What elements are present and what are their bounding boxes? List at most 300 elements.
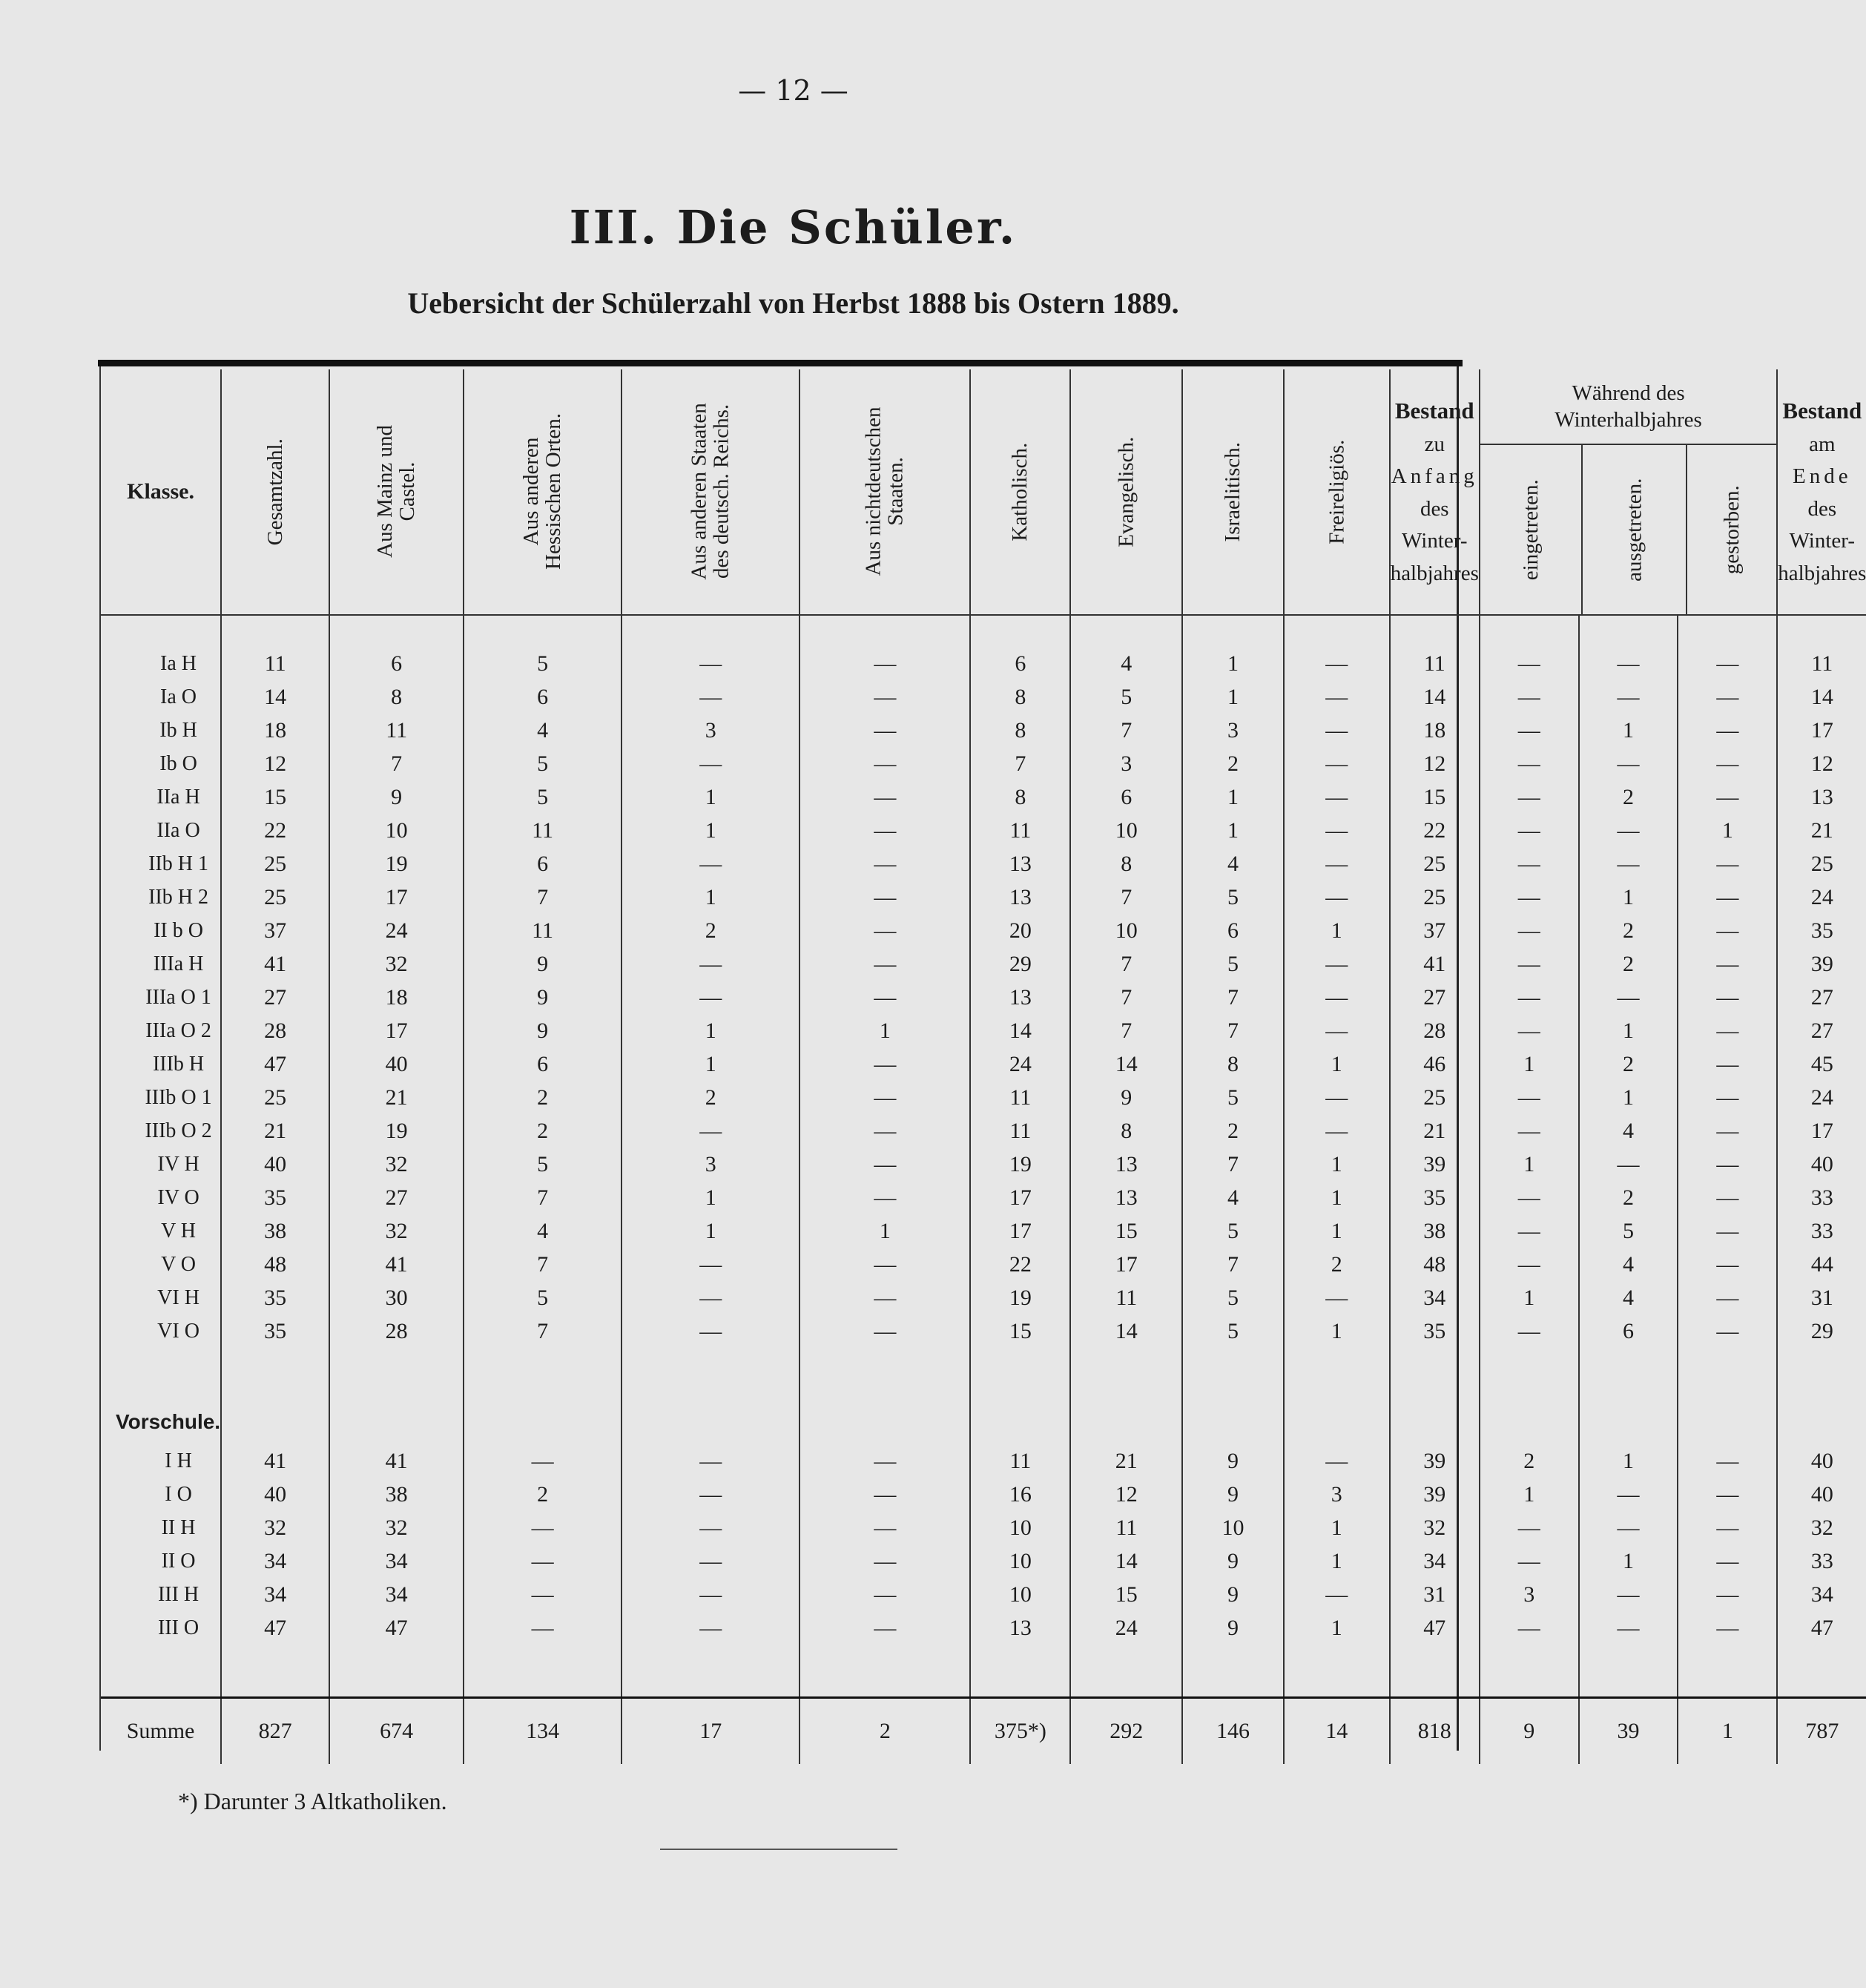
cell-katholisch: 14	[970, 1014, 1070, 1047]
cell-bestand-anfang: 25	[1390, 1081, 1480, 1114]
cell-eingetreten: —	[1480, 1114, 1579, 1148]
cell-freireligioes: —	[1284, 1444, 1390, 1478]
end-rule	[660, 1849, 897, 1850]
header-ausgetreten: ausgetreten.	[1581, 445, 1686, 614]
cell-katholisch: 16	[970, 1478, 1070, 1511]
cell-bestand-ende: 24	[1777, 881, 1866, 914]
cell-gesamtzahl: 28	[221, 1014, 329, 1047]
cell-staaten: 1	[622, 1047, 800, 1081]
cell-evangelisch: 12	[1070, 1478, 1182, 1511]
cell-gesamtzahl: 21	[221, 1114, 329, 1148]
cell-bestand-anfang: 21	[1390, 1114, 1480, 1148]
cell-bestand-ende: 47	[1777, 1611, 1866, 1645]
cell-israelitisch: 10	[1182, 1511, 1283, 1544]
cell-gesamtzahl: 48	[221, 1248, 329, 1281]
cell-staaten: —	[622, 1444, 800, 1478]
table-row-vorschule	[101, 1578, 1866, 1611]
cell-katholisch: 13	[970, 981, 1070, 1014]
cell-klasse: II b O	[154, 918, 203, 942]
cell-klasse: IIb H 1	[148, 852, 208, 875]
header-mainz: Aus Mainz und Castel.	[329, 369, 464, 615]
cell-freireligioes: 2	[1284, 1248, 1390, 1281]
cell-hessen: 2	[464, 1478, 622, 1511]
cell-bestand-ende: 14	[1777, 680, 1866, 714]
table-row	[101, 1081, 1866, 1114]
cell-gesamtzahl: 27	[221, 981, 329, 1014]
cell-israelitisch: 9	[1182, 1544, 1283, 1578]
cell-mainz: 6	[329, 647, 464, 680]
cell-nichtdeutsch: —	[800, 1478, 970, 1511]
cell-hessen: 4	[464, 1214, 622, 1248]
cell-nichtdeutsch: —	[800, 1578, 970, 1611]
cell-mainz: 7	[329, 747, 464, 780]
cell-eingetreten: 1	[1480, 1478, 1579, 1511]
cell-nichtdeutsch: —	[800, 1148, 970, 1181]
cell-bestand-ende: 17	[1777, 714, 1866, 747]
cell-bestand-ende: 11	[1777, 647, 1866, 680]
cell-gestorben: —	[1678, 1478, 1777, 1511]
cell-mainz: 32	[329, 1511, 464, 1544]
cell-gesamtzahl: 40	[221, 1148, 329, 1181]
cell-bestand-ende: 32	[1777, 1511, 1866, 1544]
cell-klasse: IIIa H	[153, 952, 204, 975]
summe-evangelisch: 292	[1070, 1698, 1182, 1765]
cell-israelitisch: 7	[1182, 981, 1283, 1014]
vorschule-heading-row	[101, 1400, 1866, 1444]
cell-israelitisch: 2	[1182, 747, 1283, 780]
header-eingetreten: eingetreten.	[1518, 478, 1543, 581]
cell-mainz: 17	[329, 881, 464, 914]
cell-nichtdeutsch: —	[800, 947, 970, 981]
cell-mainz: 18	[329, 981, 464, 1014]
cell-gestorben: —	[1678, 1611, 1777, 1645]
cell-gesamtzahl: 35	[221, 1314, 329, 1348]
cell-freireligioes: 1	[1284, 1214, 1390, 1248]
cell-ausgetreten: —	[1579, 981, 1678, 1014]
cell-staaten: —	[622, 1114, 800, 1148]
header-bestand-ende: Bestand am Ende des Winter- halbjahres	[1777, 369, 1866, 615]
cell-eingetreten: —	[1480, 714, 1579, 747]
cell-freireligioes: —	[1284, 747, 1390, 780]
summe-nichtdeutsch: 2	[800, 1698, 970, 1765]
cell-hessen: —	[464, 1544, 622, 1578]
cell-evangelisch: 15	[1070, 1578, 1182, 1611]
cell-evangelisch: 14	[1070, 1047, 1182, 1081]
cell-eingetreten: 2	[1480, 1444, 1579, 1478]
cell-katholisch: 24	[970, 1047, 1070, 1081]
cell-bestand-ende: 33	[1777, 1181, 1866, 1214]
cell-ausgetreten: —	[1579, 747, 1678, 780]
summe-gestorben: 1	[1678, 1698, 1777, 1765]
cell-nichtdeutsch: —	[800, 1181, 970, 1214]
cell-evangelisch: 7	[1070, 947, 1182, 981]
cell-ausgetreten: 1	[1579, 714, 1678, 747]
cell-ausgetreten: —	[1579, 847, 1678, 881]
cell-nichtdeutsch: —	[800, 881, 970, 914]
cell-bestand-anfang: 34	[1390, 1281, 1480, 1314]
cell-nichtdeutsch: —	[800, 714, 970, 747]
cell-mainz: 47	[329, 1611, 464, 1645]
cell-evangelisch: 14	[1070, 1544, 1182, 1578]
cell-gestorben: 1	[1678, 814, 1777, 847]
cell-hessen: —	[464, 1511, 622, 1544]
cell-hessen: 7	[464, 1181, 622, 1214]
cell-nichtdeutsch: 1	[800, 1014, 970, 1047]
table-header-row	[101, 369, 1866, 615]
cell-katholisch: 11	[970, 1114, 1070, 1148]
cell-freireligioes: —	[1284, 780, 1390, 814]
cell-israelitisch: 9	[1182, 1478, 1283, 1511]
cell-freireligioes: —	[1284, 1114, 1390, 1148]
cell-klasse: Ib O	[159, 751, 197, 775]
cell-evangelisch: 9	[1070, 1081, 1182, 1114]
cell-staaten: —	[622, 1544, 800, 1578]
cell-evangelisch: 7	[1070, 714, 1182, 747]
cell-israelitisch: 7	[1182, 1248, 1283, 1281]
cell-staaten: —	[622, 1578, 800, 1611]
cell-eingetreten: —	[1480, 647, 1579, 680]
cell-nichtdeutsch: —	[800, 1314, 970, 1348]
cell-bestand-anfang: 28	[1390, 1014, 1480, 1047]
cell-ausgetreten: 2	[1579, 1181, 1678, 1214]
cell-staaten: 2	[622, 1081, 800, 1114]
cell-klasse: VI O	[157, 1319, 200, 1343]
cell-gestorben: —	[1678, 881, 1777, 914]
cell-gesamtzahl: 34	[221, 1544, 329, 1578]
pupil-statistics-table	[101, 369, 1866, 1764]
cell-israelitisch: 1	[1182, 780, 1283, 814]
table-top-rule	[98, 360, 1463, 366]
table-row-vorschule	[101, 1444, 1866, 1478]
cell-israelitisch: 5	[1182, 1314, 1283, 1348]
cell-mainz: 28	[329, 1314, 464, 1348]
cell-bestand-anfang: 25	[1390, 847, 1480, 881]
cell-gestorben: —	[1678, 780, 1777, 814]
cell-mainz: 11	[329, 714, 464, 747]
cell-hessen: —	[464, 1444, 622, 1478]
cell-klasse: IIIa O 1	[145, 985, 211, 1009]
summe-mainz: 674	[329, 1698, 464, 1765]
cell-staaten: —	[622, 981, 800, 1014]
cell-evangelisch: 17	[1070, 1248, 1182, 1281]
cell-bestand-ende: 17	[1777, 1114, 1866, 1148]
table-subtitle: Uebersicht der Schülerzahl von Herbst 1888 bis Ostern 1889.	[407, 286, 1179, 320]
cell-ausgetreten: 1	[1579, 1081, 1678, 1114]
table-row	[101, 680, 1866, 714]
cell-bestand-ende: 33	[1777, 1544, 1866, 1578]
cell-bestand-anfang: 38	[1390, 1214, 1480, 1248]
cell-bestand-anfang: 18	[1390, 714, 1480, 747]
cell-hessen: 11	[464, 914, 622, 947]
cell-nichtdeutsch: —	[800, 647, 970, 680]
cell-klasse: I H	[165, 1449, 192, 1472]
cell-hessen: 6	[464, 847, 622, 881]
cell-eingetreten: —	[1480, 680, 1579, 714]
cell-mainz: 17	[329, 1014, 464, 1047]
cell-katholisch: 8	[970, 780, 1070, 814]
cell-eingetreten: —	[1480, 1181, 1579, 1214]
cell-freireligioes: —	[1284, 1081, 1390, 1114]
cell-hessen: 5	[464, 1281, 622, 1314]
cell-israelitisch: 9	[1182, 1578, 1283, 1611]
cell-staaten: —	[622, 680, 800, 714]
cell-evangelisch: 8	[1070, 847, 1182, 881]
table-row	[101, 747, 1866, 780]
footnote: *) Darunter 3 Altkatholiken.	[178, 1788, 447, 1814]
cell-gesamtzahl: 40	[221, 1478, 329, 1511]
header-bestand-anfang: Bestand zu Anfang des Winter- halbjahres	[1390, 369, 1480, 615]
cell-nichtdeutsch: —	[800, 981, 970, 1014]
cell-bestand-ende: 34	[1777, 1578, 1866, 1611]
section-title: III. Die Schüler.	[569, 200, 1018, 254]
cell-evangelisch: 10	[1070, 814, 1182, 847]
cell-klasse: IIIa O 2	[145, 1018, 211, 1042]
cell-bestand-anfang: 37	[1390, 914, 1480, 947]
table-row	[101, 981, 1866, 1014]
cell-eingetreten: —	[1480, 1081, 1579, 1114]
cell-bestand-ende: 35	[1777, 914, 1866, 947]
cell-eingetreten: —	[1480, 1544, 1579, 1578]
header-klasse: Klasse.	[101, 369, 221, 615]
cell-mainz: 24	[329, 914, 464, 947]
cell-gestorben: —	[1678, 1444, 1777, 1478]
cell-gestorben: —	[1678, 1281, 1777, 1314]
cell-ausgetreten: —	[1579, 814, 1678, 847]
cell-bestand-ende: 39	[1777, 947, 1866, 981]
cell-bestand-ende: 27	[1777, 981, 1866, 1014]
summe-bestand-anfang: 818	[1390, 1698, 1480, 1765]
cell-freireligioes: —	[1284, 1281, 1390, 1314]
cell-eingetreten: —	[1480, 1611, 1579, 1645]
cell-mainz: 19	[329, 1114, 464, 1148]
cell-freireligioes: 1	[1284, 1611, 1390, 1645]
cell-mainz: 21	[329, 1081, 464, 1114]
cell-bestand-anfang: 32	[1390, 1511, 1480, 1544]
summe-gesamtzahl: 827	[221, 1698, 329, 1765]
cell-hessen: 5	[464, 747, 622, 780]
cell-eingetreten: —	[1480, 1511, 1579, 1544]
header-nichtdeutsch: Aus nichtdeutschen Staaten.	[800, 369, 970, 615]
cell-hessen: 2	[464, 1114, 622, 1148]
cell-hessen: 5	[464, 780, 622, 814]
cell-klasse: I O	[165, 1482, 192, 1506]
header-katholisch: Katholisch.	[970, 369, 1070, 615]
cell-ausgetreten: —	[1579, 680, 1678, 714]
cell-katholisch: 11	[970, 1081, 1070, 1114]
cell-eingetreten: 3	[1480, 1578, 1579, 1611]
cell-gestorben: —	[1678, 1114, 1777, 1148]
cell-mainz: 8	[329, 680, 464, 714]
cell-gestorben: —	[1678, 714, 1777, 747]
cell-israelitisch: 2	[1182, 1114, 1283, 1148]
cell-bestand-ende: 31	[1777, 1281, 1866, 1314]
cell-klasse: IIa H	[156, 785, 200, 809]
cell-gestorben: —	[1678, 647, 1777, 680]
cell-gesamtzahl: 11	[221, 647, 329, 680]
cell-nichtdeutsch: —	[800, 747, 970, 780]
table-row	[101, 914, 1866, 947]
cell-evangelisch: 21	[1070, 1444, 1182, 1478]
cell-katholisch: 29	[970, 947, 1070, 981]
cell-nichtdeutsch: —	[800, 1114, 970, 1148]
cell-evangelisch: 24	[1070, 1611, 1182, 1645]
cell-bestand-ende: 29	[1777, 1314, 1866, 1348]
cell-gesamtzahl: 47	[221, 1611, 329, 1645]
cell-staaten: 1	[622, 1014, 800, 1047]
cell-klasse: V O	[161, 1252, 197, 1276]
cell-eingetreten: 1	[1480, 1148, 1579, 1181]
cell-ausgetreten: 1	[1579, 1544, 1678, 1578]
table-row	[101, 714, 1866, 747]
cell-gesamtzahl: 41	[221, 1444, 329, 1478]
cell-freireligioes: 1	[1284, 1181, 1390, 1214]
cell-evangelisch: 5	[1070, 680, 1182, 714]
cell-nichtdeutsch: —	[800, 1444, 970, 1478]
cell-gesamtzahl: 22	[221, 814, 329, 847]
cell-katholisch: 17	[970, 1181, 1070, 1214]
cell-eingetreten: —	[1480, 780, 1579, 814]
cell-klasse: IV H	[157, 1152, 200, 1176]
cell-freireligioes: 1	[1284, 914, 1390, 947]
cell-bestand-ende: 40	[1777, 1444, 1866, 1478]
cell-hessen: 5	[464, 647, 622, 680]
table-row	[101, 1214, 1866, 1248]
cell-ausgetreten: —	[1579, 1578, 1678, 1611]
cell-bestand-ende: 12	[1777, 747, 1866, 780]
cell-freireligioes: 1	[1284, 1047, 1390, 1081]
cell-ausgetreten: —	[1579, 1511, 1678, 1544]
cell-bestand-anfang: 12	[1390, 747, 1480, 780]
cell-staaten: 3	[622, 1148, 800, 1181]
cell-eingetreten: 1	[1480, 1281, 1579, 1314]
cell-gestorben: —	[1678, 1148, 1777, 1181]
cell-evangelisch: 7	[1070, 1014, 1182, 1047]
cell-israelitisch: 4	[1182, 1181, 1283, 1214]
cell-gestorben: —	[1678, 1248, 1777, 1281]
header-staaten: Aus anderen Staaten des deutsch. Reichs.	[622, 369, 800, 615]
cell-klasse: Ia H	[160, 651, 197, 675]
table-row	[101, 1314, 1866, 1348]
cell-freireligioes: —	[1284, 814, 1390, 847]
cell-klasse: III O	[157, 1616, 200, 1639]
cell-hessen: 7	[464, 1248, 622, 1281]
cell-evangelisch: 11	[1070, 1511, 1182, 1544]
cell-ausgetreten: 2	[1579, 1047, 1678, 1081]
cell-mainz: 32	[329, 947, 464, 981]
cell-mainz: 41	[329, 1444, 464, 1478]
table-row	[101, 1047, 1866, 1081]
cell-bestand-anfang: 46	[1390, 1047, 1480, 1081]
table-row	[101, 1114, 1866, 1148]
cell-bestand-anfang: 27	[1390, 981, 1480, 1014]
cell-nichtdeutsch: 1	[800, 1214, 970, 1248]
cell-mainz: 32	[329, 1148, 464, 1181]
cell-bestand-anfang: 41	[1390, 947, 1480, 981]
cell-nichtdeutsch: —	[800, 780, 970, 814]
header-freireligioes: Freireligiös.	[1284, 369, 1390, 615]
cell-klasse: Ia O	[160, 685, 197, 708]
header-evangelisch: Evangelisch.	[1070, 369, 1182, 615]
cell-gestorben: —	[1678, 1181, 1777, 1214]
cell-katholisch: 10	[970, 1544, 1070, 1578]
table-row	[101, 1181, 1866, 1214]
summe-row	[101, 1698, 1866, 1765]
vorschule-label: Vorschule.	[116, 1410, 221, 1433]
cell-israelitisch: 5	[1182, 1081, 1283, 1114]
cell-eingetreten: —	[1480, 1214, 1579, 1248]
cell-ausgetreten: —	[1579, 647, 1678, 680]
cell-ausgetreten: —	[1579, 1611, 1678, 1645]
cell-bestand-ende: 44	[1777, 1248, 1866, 1281]
cell-mainz: 9	[329, 780, 464, 814]
cell-nichtdeutsch: —	[800, 814, 970, 847]
cell-evangelisch: 13	[1070, 1181, 1182, 1214]
cell-bestand-ende: 25	[1777, 847, 1866, 881]
cell-mainz: 10	[329, 814, 464, 847]
cell-mainz: 34	[329, 1544, 464, 1578]
cell-gestorben: —	[1678, 680, 1777, 714]
cell-evangelisch: 8	[1070, 1114, 1182, 1148]
cell-staaten: —	[622, 1314, 800, 1348]
header-israelitisch: Israelitisch.	[1182, 369, 1283, 615]
cell-bestand-anfang: 35	[1390, 1314, 1480, 1348]
cell-katholisch: 19	[970, 1281, 1070, 1314]
table-row-vorschule	[101, 1544, 1866, 1578]
cell-israelitisch: 1	[1182, 647, 1283, 680]
cell-israelitisch: 3	[1182, 714, 1283, 747]
summe-bestand-ende: 787	[1777, 1698, 1866, 1765]
page-number: — 12 —	[738, 74, 848, 107]
cell-bestand-ende: 13	[1777, 780, 1866, 814]
cell-gestorben: —	[1678, 747, 1777, 780]
cell-ausgetreten: 4	[1579, 1114, 1678, 1148]
summe-israelitisch: 146	[1182, 1698, 1283, 1765]
cell-klasse: IIIb O 1	[145, 1085, 212, 1109]
cell-hessen: 9	[464, 981, 622, 1014]
cell-katholisch: 13	[970, 881, 1070, 914]
cell-staaten: —	[622, 847, 800, 881]
cell-katholisch: 7	[970, 747, 1070, 780]
cell-katholisch: 13	[970, 847, 1070, 881]
cell-evangelisch: 6	[1070, 780, 1182, 814]
cell-staaten: 3	[622, 714, 800, 747]
table-row-vorschule	[101, 1611, 1866, 1645]
spacer-row	[101, 1645, 1866, 1698]
cell-bestand-anfang: 15	[1390, 780, 1480, 814]
cell-bestand-anfang: 39	[1390, 1148, 1480, 1181]
cell-nichtdeutsch: —	[800, 1081, 970, 1114]
cell-evangelisch: 14	[1070, 1314, 1182, 1348]
cell-israelitisch: 1	[1182, 680, 1283, 714]
cell-gestorben: —	[1678, 1081, 1777, 1114]
cell-staaten: 1	[622, 1181, 800, 1214]
cell-israelitisch: 6	[1182, 914, 1283, 947]
cell-hessen: 11	[464, 814, 622, 847]
cell-hessen: 6	[464, 1047, 622, 1081]
cell-bestand-anfang: 22	[1390, 814, 1480, 847]
cell-klasse: IIIb O 2	[145, 1119, 212, 1142]
cell-bestand-anfang: 34	[1390, 1544, 1480, 1578]
cell-israelitisch: 1	[1182, 814, 1283, 847]
cell-mainz: 41	[329, 1248, 464, 1281]
cell-bestand-ende: 21	[1777, 814, 1866, 847]
cell-hessen: —	[464, 1611, 622, 1645]
cell-israelitisch: 9	[1182, 1611, 1283, 1645]
cell-klasse: IV O	[157, 1185, 200, 1209]
cell-staaten: —	[622, 1611, 800, 1645]
cell-mainz: 32	[329, 1214, 464, 1248]
cell-evangelisch: 7	[1070, 881, 1182, 914]
